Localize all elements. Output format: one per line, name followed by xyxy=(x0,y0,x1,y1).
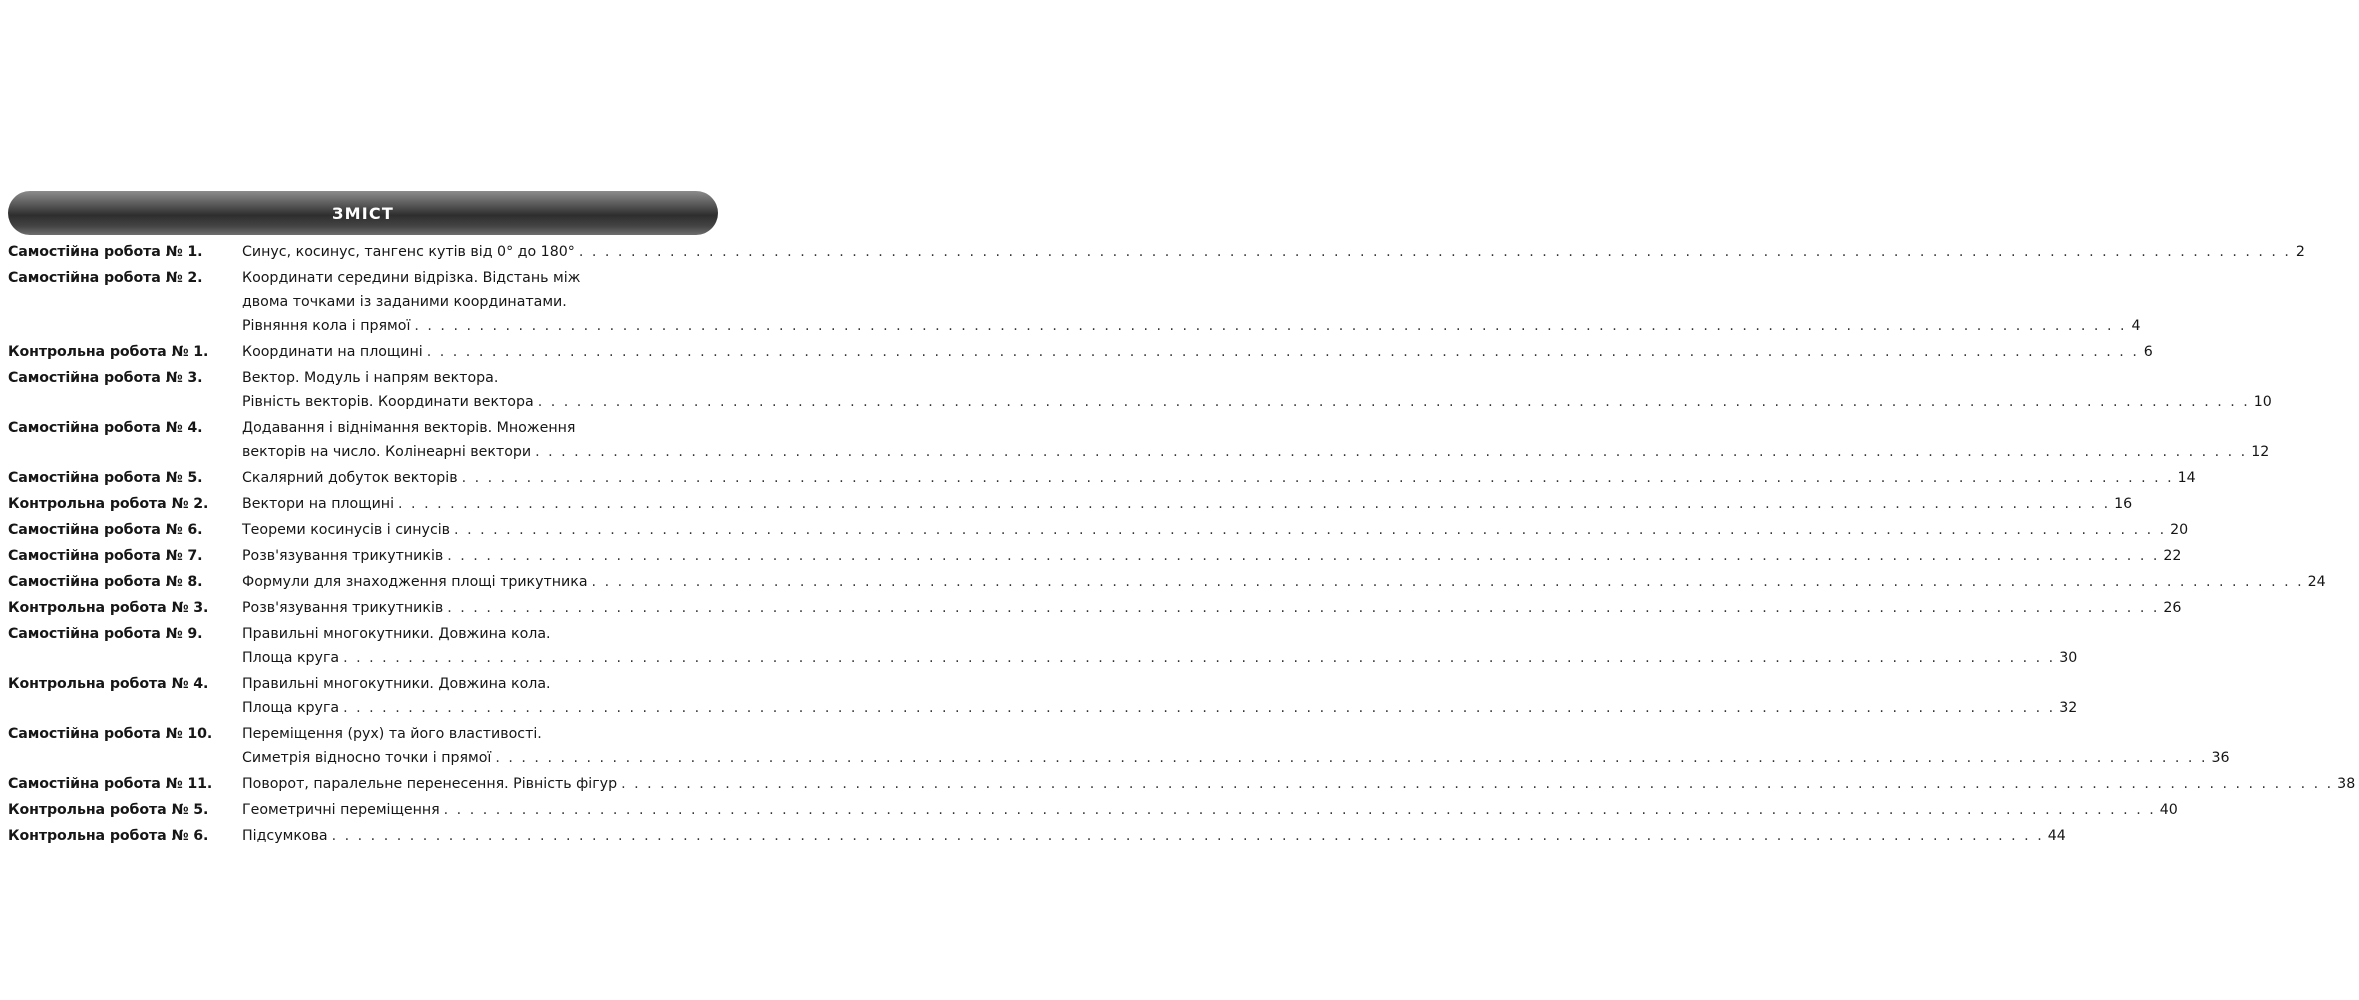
toc-entry-topic-line: векторів на число. Колінеарні вектори xyxy=(242,444,532,460)
dot-leader xyxy=(398,492,2110,516)
contents-header-bar xyxy=(8,191,718,235)
toc-entry-label: Самостійна робота № 10. xyxy=(8,726,213,742)
toc-entry-topic xyxy=(242,798,2182,822)
toc-entry-page-number: 16 xyxy=(2114,496,2133,512)
toc-entry-topic-line: Координати на площині xyxy=(242,344,423,360)
toc-entry-topic-line: двома точками із заданими координатами. xyxy=(242,294,567,310)
toc-entry-page-number: 22 xyxy=(2163,548,2182,564)
dot-leader xyxy=(447,596,2159,620)
toc-entry-topic xyxy=(242,596,2185,620)
toc-entry-topic-line: Розв'язування трикутників xyxy=(242,548,444,564)
dot-leader xyxy=(454,518,2166,542)
toc-entry-topic-line: Вектор. Модуль і напрям вектора. xyxy=(242,370,499,386)
toc-entry-label: Контрольна робота № 2. xyxy=(8,496,209,512)
toc-entry-topic xyxy=(242,672,2081,720)
toc-entry-page-number: 12 xyxy=(2251,444,2270,460)
dot-leader xyxy=(621,772,2333,796)
toc-entry-topic xyxy=(242,340,2157,364)
toc-entry-label: Контрольна робота № 1. xyxy=(8,344,209,360)
toc-entry-topic-line: Площа круга xyxy=(242,700,340,716)
dot-leader xyxy=(332,824,2044,848)
dot-leader xyxy=(447,544,2159,568)
toc-entry-topic-last-line xyxy=(242,824,2070,848)
toc-entry-page-number: 14 xyxy=(2177,470,2196,486)
toc-entry-topic-last-line xyxy=(242,240,2309,264)
dot-leader xyxy=(427,340,2139,364)
toc-entry-page-number: 10 xyxy=(2253,394,2272,410)
toc-entry[interactable] xyxy=(8,824,2066,848)
toc-entry-topic-line: Площа круга xyxy=(242,650,340,666)
toc-entry-topic-last-line xyxy=(242,596,2185,620)
toc-entry-topic xyxy=(242,466,2200,490)
toc-entry-topic-line: Вектори на площині xyxy=(242,496,395,512)
toc-entry-label: Самостійна робота № 7. xyxy=(8,548,203,564)
toc-entry-topic-last-line xyxy=(242,772,2359,796)
toc-entry-topic xyxy=(242,492,2136,516)
table-of-contents xyxy=(8,240,2356,850)
toc-entry-label: Самостійна робота № 1. xyxy=(8,244,203,260)
toc-entry[interactable] xyxy=(8,622,2078,670)
toc-entry-topic xyxy=(242,722,2234,770)
toc-entry-page-number: 38 xyxy=(2337,776,2356,792)
toc-entry-page-number: 2 xyxy=(2295,244,2305,260)
toc-entry-topic-line: Скалярний добуток векторів xyxy=(242,470,458,486)
toc-entry[interactable] xyxy=(8,596,2182,620)
toc-entry[interactable] xyxy=(8,672,2078,720)
toc-entry-topic xyxy=(242,366,2276,414)
toc-entry[interactable] xyxy=(8,366,2272,414)
toc-entry-label: Контрольна робота № 3. xyxy=(8,600,209,616)
toc-entry-topic-last-line xyxy=(242,696,2081,720)
toc-entry-page-number: 26 xyxy=(2163,600,2182,616)
toc-entry-topic-last-line xyxy=(242,390,2276,414)
toc-entry[interactable] xyxy=(8,518,2189,542)
dot-leader xyxy=(538,390,2250,414)
toc-entry-topic-line: Додавання і віднімання векторів. Множення xyxy=(242,420,576,436)
dot-leader xyxy=(462,466,2174,490)
toc-entry-label: Контрольна робота № 4. xyxy=(8,676,209,692)
toc-entry-topic-last-line xyxy=(242,492,2136,516)
toc-entry[interactable] xyxy=(8,722,2230,770)
toc-entry-topic-line: Правильні многокутники. Довжина кола. xyxy=(242,626,551,642)
toc-entry-label: Контрольна робота № 5. xyxy=(8,802,209,818)
toc-entry-topic xyxy=(242,544,2185,568)
toc-entry-topic xyxy=(242,622,2081,670)
toc-entry[interactable] xyxy=(8,240,2305,264)
toc-entry-page-number: 36 xyxy=(2211,750,2230,766)
toc-entry-label: Самостійна робота № 6. xyxy=(8,522,203,538)
toc-entry-page-number: 40 xyxy=(2159,802,2178,818)
toc-entry-page-number: 4 xyxy=(2131,318,2141,334)
toc-entry[interactable] xyxy=(8,466,2196,490)
toc-entry[interactable] xyxy=(8,266,2141,338)
row-spacer xyxy=(8,848,720,850)
toc-entry-topic xyxy=(242,266,2144,338)
toc-entry-label: Контрольна робота № 6. xyxy=(8,828,209,844)
toc-entry-topic xyxy=(242,416,2273,464)
toc-entry-label: Самостійна робота № 11. xyxy=(8,776,213,792)
toc-entry[interactable] xyxy=(8,416,2270,464)
toc-entry-topic xyxy=(242,824,2070,848)
toc-entry-topic-line: Підсумкова xyxy=(242,828,328,844)
dot-leader xyxy=(343,646,2055,670)
toc-entry-topic-line: Теореми косинусів і синусів xyxy=(242,522,451,538)
toc-entry-topic-last-line xyxy=(242,314,2144,338)
toc-entry-topic-line: Формули для знаходження площі трикутника xyxy=(242,574,588,590)
toc-entry-label: Самостійна робота № 2. xyxy=(8,270,203,286)
toc-entry-page-number: 20 xyxy=(2170,522,2189,538)
toc-entry-topic xyxy=(242,772,2359,796)
dot-leader xyxy=(495,746,2207,770)
dot-leader xyxy=(535,440,2247,464)
toc-entry-topic-last-line xyxy=(242,340,2157,364)
toc-entry-topic-line: Розв'язування трикутників xyxy=(242,600,444,616)
contents-title: ЗМІСТ xyxy=(332,203,394,223)
toc-entry-topic-last-line xyxy=(242,798,2182,822)
toc-entry-page-number: 32 xyxy=(2059,700,2078,716)
toc-entry-label: Самостійна робота № 8. xyxy=(8,574,203,590)
toc-entry-topic-last-line xyxy=(242,440,2273,464)
toc-entry[interactable] xyxy=(8,798,2178,822)
toc-entry-label: Самостійна робота № 3. xyxy=(8,370,203,386)
toc-entry-topic-line: Правильні многокутники. Довжина кола. xyxy=(242,676,551,692)
toc-entry-topic-line: Рівняння кола і прямої xyxy=(242,318,411,334)
toc-entry-label: Самостійна робота № 5. xyxy=(8,470,203,486)
toc-entry-topic-last-line xyxy=(242,746,2234,770)
dot-leader xyxy=(343,696,2055,720)
toc-entry-page-number: 6 xyxy=(2143,344,2153,360)
toc-entry-topic-line: Переміщення (рух) та його властивості. xyxy=(242,726,542,742)
toc-entry-topic-line: Синус, косинус, тангенс кутів від 0° до 180° xyxy=(242,244,575,260)
toc-entry-topic-last-line xyxy=(242,466,2200,490)
toc-entry-page-number: 44 xyxy=(2047,828,2066,844)
toc-entry-topic-last-line xyxy=(242,544,2185,568)
toc-entry-topic-last-line xyxy=(242,646,2081,670)
toc-entry-topic-line: Координати середини відрізка. Відстань між xyxy=(242,270,581,286)
toc-entry-topic xyxy=(242,240,2309,264)
toc-entry-topic xyxy=(242,518,2192,542)
toc-entry[interactable] xyxy=(8,492,2133,516)
toc-entry[interactable] xyxy=(8,340,2153,364)
toc-entry[interactable] xyxy=(8,570,2326,594)
toc-entry-topic-last-line xyxy=(242,570,2330,594)
toc-entry-page-number: 30 xyxy=(2059,650,2078,666)
dot-leader xyxy=(414,314,2126,338)
dot-leader xyxy=(579,240,2291,264)
toc-entry-page-number: 24 xyxy=(2307,574,2326,590)
dot-leader xyxy=(444,798,2156,822)
toc-entry-topic-line: Поворот, паралельне перенесення. Рівність фігур xyxy=(242,776,618,792)
toc-entry-topic-line: Рівність векторів. Координати вектора xyxy=(242,394,534,410)
toc-entry-topic-line: Геометричні переміщення xyxy=(242,802,440,818)
toc-entry[interactable] xyxy=(8,772,2356,796)
dot-leader xyxy=(592,570,2304,594)
toc-entry-label: Самостійна робота № 9. xyxy=(8,626,203,642)
toc-entry[interactable] xyxy=(8,544,2182,568)
toc-entry-label: Самостійна робота № 4. xyxy=(8,420,203,436)
toc-entry-topic-last-line xyxy=(242,518,2192,542)
toc-entry-topic xyxy=(242,570,2330,594)
toc-entry-topic-line: Симетрія відносно точки і прямої xyxy=(242,750,492,766)
